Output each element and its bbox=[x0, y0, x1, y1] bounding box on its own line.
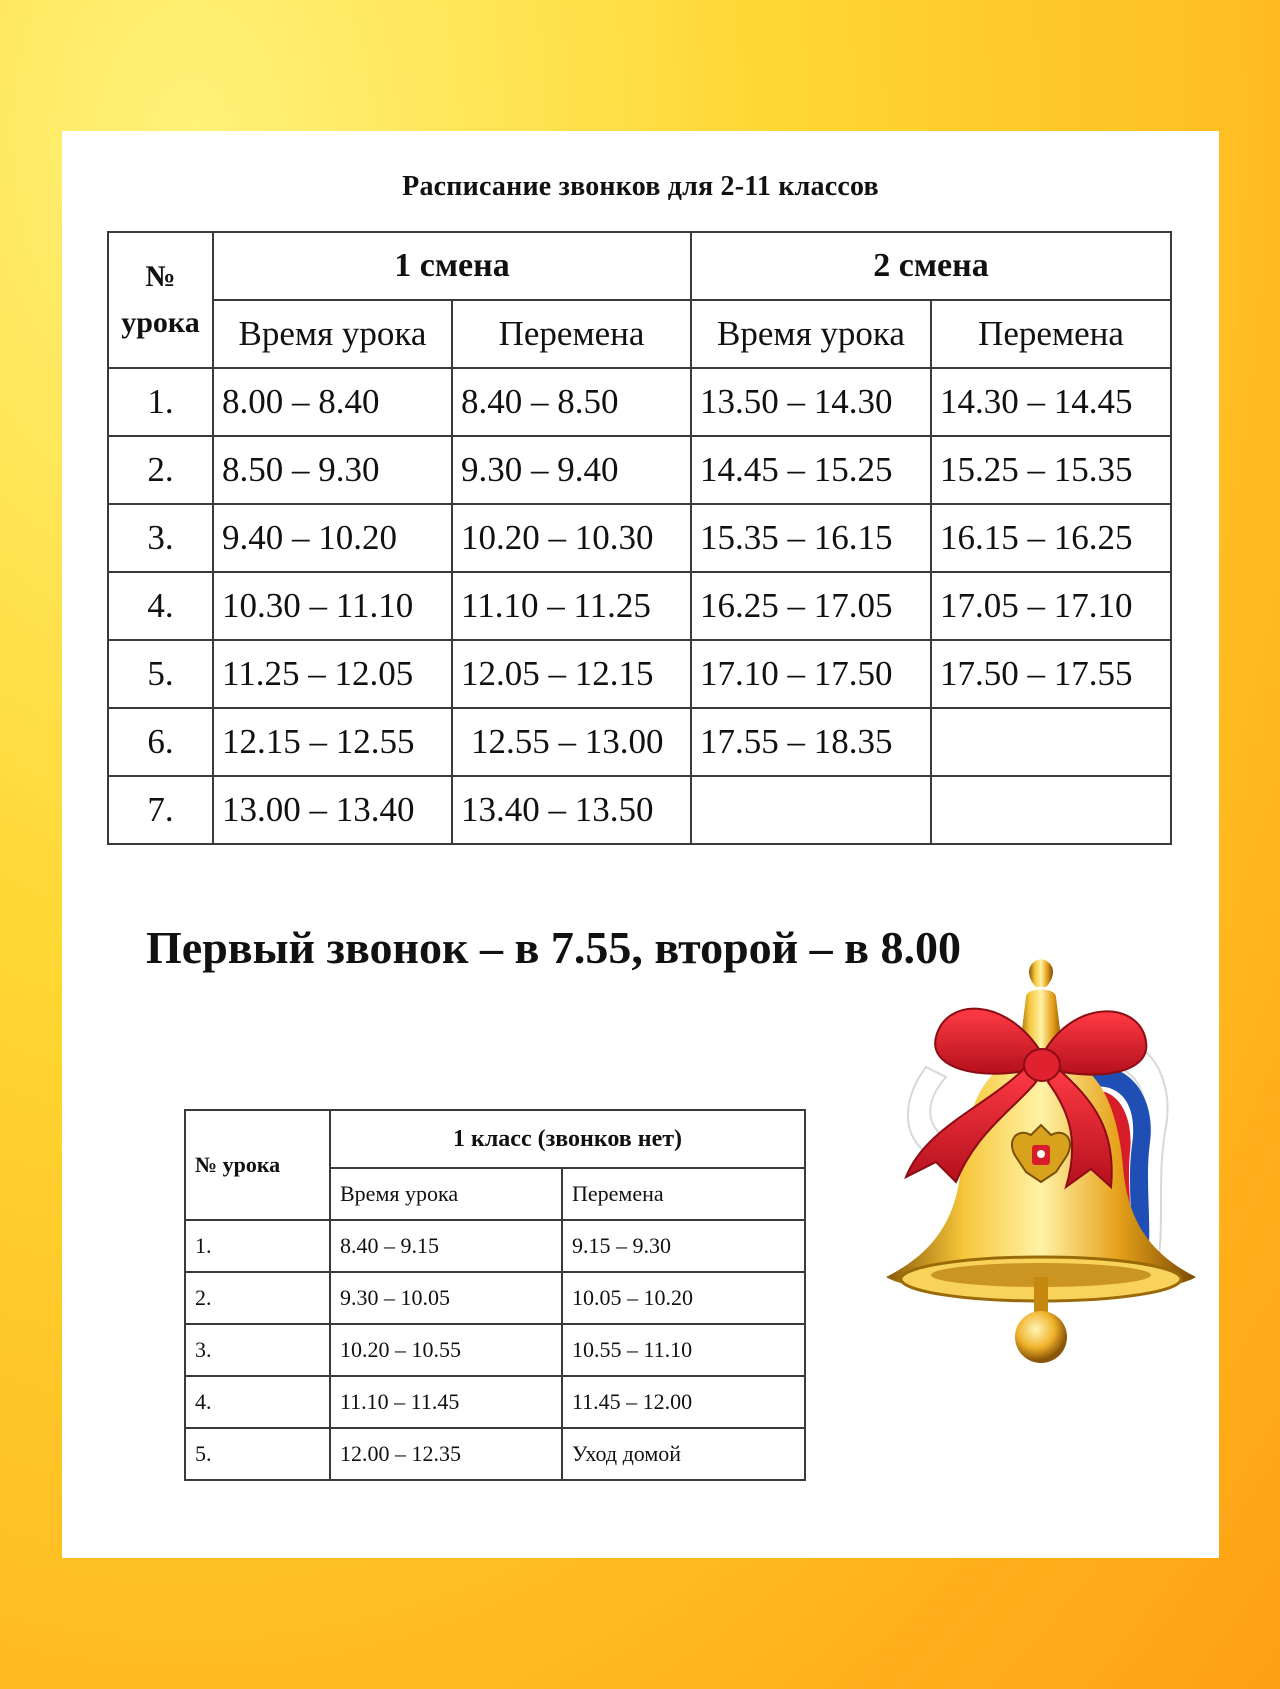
lesson-number: 3. bbox=[185, 1324, 330, 1376]
table-row bbox=[185, 1220, 805, 1272]
table-header-row bbox=[185, 1110, 805, 1168]
lesson-time: 10.20 – 10.55 bbox=[330, 1324, 562, 1376]
bell-clapper-ball bbox=[1015, 1311, 1067, 1363]
table-row bbox=[108, 708, 1171, 776]
table-row bbox=[108, 640, 1171, 708]
shift-1-break: 10.20 – 10.30 bbox=[452, 504, 691, 572]
lesson-time-header: Время урока bbox=[330, 1168, 562, 1220]
shift-2-lesson-time: 17.55 – 18.35 bbox=[691, 708, 931, 776]
table-row bbox=[108, 776, 1171, 844]
shift-2-break: 17.50 – 17.55 bbox=[931, 640, 1171, 708]
shift-2-break: 15.25 – 15.35 bbox=[931, 436, 1171, 504]
lesson-number-header: № урока bbox=[185, 1110, 330, 1220]
shift-2-lesson-time: 17.10 – 17.50 bbox=[691, 640, 931, 708]
shift-2-lesson-time-header: Время урока bbox=[691, 300, 931, 368]
shift-2-break bbox=[931, 708, 1171, 776]
shift-1-header: 1 смена bbox=[213, 232, 691, 300]
lesson-time: 12.00 – 12.35 bbox=[330, 1428, 562, 1480]
table-row bbox=[185, 1272, 805, 1324]
shift-1-lesson-time: 12.15 – 12.55 bbox=[213, 708, 452, 776]
shift-1-lesson-time: 9.40 – 10.20 bbox=[213, 504, 452, 572]
lesson-number: 3. bbox=[108, 504, 213, 572]
break-time: 10.55 – 11.10 bbox=[562, 1324, 805, 1376]
page-title: Расписание звонков для 2-11 классов bbox=[402, 171, 879, 202]
table-row bbox=[185, 1428, 805, 1480]
schedule-sheet bbox=[62, 131, 1219, 1558]
bell-schedule-table bbox=[107, 231, 1172, 845]
shift-1-break: 9.30 – 9.40 bbox=[452, 436, 691, 504]
shift-1-break: 11.10 – 11.25 bbox=[452, 572, 691, 640]
school-bell-icon bbox=[866, 957, 1196, 1377]
shift-1-break: 12.05 – 12.15 bbox=[452, 640, 691, 708]
lesson-time: 8.40 – 9.15 bbox=[330, 1220, 562, 1272]
lesson-time: 9.30 – 10.05 bbox=[330, 1272, 562, 1324]
bell-handle-ring bbox=[1029, 959, 1053, 987]
shift-1-lesson-time: 13.00 – 13.40 bbox=[213, 776, 452, 844]
shift-2-break: 14.30 – 14.45 bbox=[931, 368, 1171, 436]
shift-1-break: 13.40 – 13.50 bbox=[452, 776, 691, 844]
table-row bbox=[108, 504, 1171, 572]
shift-2-lesson-time: 15.35 – 16.15 bbox=[691, 504, 931, 572]
table-header-row bbox=[108, 232, 1171, 300]
break-time: 9.15 – 9.30 bbox=[562, 1220, 805, 1272]
lesson-number: 2. bbox=[185, 1272, 330, 1324]
lesson-number-header bbox=[108, 232, 213, 368]
shift-2-break-header: Перемена bbox=[931, 300, 1171, 368]
lesson-number: 5. bbox=[108, 640, 213, 708]
table-subheader-row bbox=[108, 300, 1171, 368]
shift-1-break-header: Перемена bbox=[452, 300, 691, 368]
shift-2-lesson-time: 13.50 – 14.30 bbox=[691, 368, 931, 436]
shift-2-header: 2 смена bbox=[691, 232, 1171, 300]
lesson-number: 2. bbox=[108, 436, 213, 504]
break-time: 10.05 – 10.20 bbox=[562, 1272, 805, 1324]
shift-2-break: 16.15 – 16.25 bbox=[931, 504, 1171, 572]
shift-1-lesson-time: 11.25 – 12.05 bbox=[213, 640, 452, 708]
shift-2-lesson-time bbox=[691, 776, 931, 844]
table-row bbox=[108, 368, 1171, 436]
lesson-number: 6. bbox=[108, 708, 213, 776]
table-row bbox=[185, 1376, 805, 1428]
lesson-number: 1. bbox=[108, 368, 213, 436]
shift-1-break: 12.55 – 13.00 bbox=[452, 708, 691, 776]
lesson-number: 7. bbox=[108, 776, 213, 844]
lesson-number: 4. bbox=[108, 572, 213, 640]
lesson-number-header-word: урока bbox=[121, 306, 200, 339]
bell-note: Первый звонок – в 7.55, второй – в 8.00 bbox=[146, 922, 962, 973]
lesson-number-header-symbol: № bbox=[145, 260, 176, 293]
first-grade-table bbox=[184, 1109, 806, 1481]
table-row bbox=[108, 572, 1171, 640]
lesson-time: 11.10 – 11.45 bbox=[330, 1376, 562, 1428]
shift-1-lesson-time: 10.30 – 11.10 bbox=[213, 572, 452, 640]
shift-2-lesson-time: 14.45 – 15.25 bbox=[691, 436, 931, 504]
shift-1-lesson-time: 8.50 – 9.30 bbox=[213, 436, 452, 504]
shift-1-break: 8.40 – 8.50 bbox=[452, 368, 691, 436]
shift-2-lesson-time: 16.25 – 17.05 bbox=[691, 572, 931, 640]
table-row bbox=[108, 436, 1171, 504]
break-time: Уход домой bbox=[562, 1428, 805, 1480]
first-grade-header: 1 класс (звонков нет) bbox=[330, 1110, 805, 1168]
table-row bbox=[185, 1324, 805, 1376]
lesson-number: 4. bbox=[185, 1376, 330, 1428]
break-header: Перемена bbox=[562, 1168, 805, 1220]
lesson-number: 5. bbox=[185, 1428, 330, 1480]
lesson-number: 1. bbox=[185, 1220, 330, 1272]
break-time: 11.45 – 12.00 bbox=[562, 1376, 805, 1428]
shift-2-break bbox=[931, 776, 1171, 844]
shift-1-lesson-time-header: Время урока bbox=[213, 300, 452, 368]
shift-1-lesson-time: 8.00 – 8.40 bbox=[213, 368, 452, 436]
shift-2-break: 17.05 – 17.10 bbox=[931, 572, 1171, 640]
